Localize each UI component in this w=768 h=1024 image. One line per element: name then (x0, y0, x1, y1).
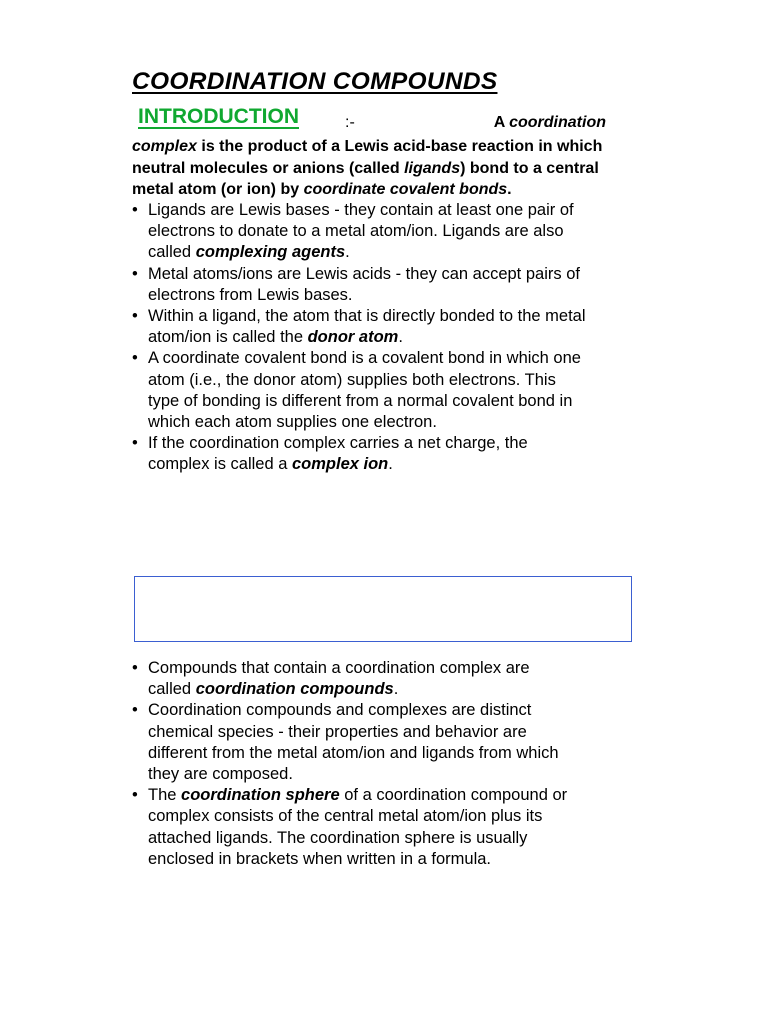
text-segment: electrons from Lewis bases. (148, 285, 353, 304)
text-segment: Within a ligand, the atom that is directly bonded to the metal (148, 307, 586, 326)
introduction-separator: :- (345, 114, 355, 131)
text-segment: type of bonding is different from a normal covalent bond in (148, 391, 573, 410)
emphasized-term: complexing agents (195, 243, 346, 262)
bullet-icon: • (132, 659, 138, 677)
bullet-list-definitions (132, 200, 642, 476)
emphasized-term: coordination sphere (181, 786, 340, 805)
text-segment: The (148, 786, 182, 805)
text-line (132, 158, 612, 180)
text-segment: complex is called a (148, 455, 292, 474)
text-segment: attached ligands. The coordination sphere is usually (148, 828, 528, 847)
text-segment: electrons to donate to a metal atom/ion. Ligands are also (148, 222, 564, 241)
list-item (132, 306, 642, 348)
text-line (148, 306, 642, 327)
empty-figure-box (134, 576, 632, 642)
text-segment: is the product of a Lewis acid-base reaction in which (196, 138, 603, 155)
emphasized-term: complex ion (291, 455, 389, 474)
introduction-paragraph (132, 106, 612, 201)
text-segment: metal atom (or ion) by (132, 181, 304, 198)
bullet-list-compounds (132, 658, 642, 870)
bullet-icon: • (132, 786, 138, 805)
text-line (148, 743, 642, 764)
text-line (148, 285, 642, 306)
text-line (132, 136, 612, 158)
text-segment: Coordination compounds and complexes are distinct (148, 701, 532, 720)
bullet-icon: • (132, 349, 138, 368)
list-item (132, 700, 642, 785)
introduction-heading: INTRODUCTION (138, 105, 299, 128)
text-segment: . (507, 181, 512, 198)
list-item (132, 433, 642, 475)
emphasized-term: coordinate covalent bonds (303, 181, 508, 198)
document-title: COORDINATION COMPOUNDS (132, 68, 498, 95)
text-segment: Compounds that contain a coordination complex are (148, 659, 530, 677)
text-segment: atom (i.e., the donor atom) supplies both electrons. This (148, 370, 556, 389)
bullet-icon: • (132, 307, 138, 326)
text-segment: called (148, 243, 196, 262)
text-line (148, 200, 642, 221)
text-line (148, 806, 642, 827)
text-line (148, 828, 642, 849)
bullet-icon: • (132, 201, 138, 219)
list-item (132, 785, 642, 870)
list-item (132, 264, 642, 306)
text-line (132, 179, 612, 201)
text-line (148, 348, 642, 369)
text-line (148, 722, 642, 743)
text-segment: . (398, 328, 403, 347)
text-line (148, 264, 642, 285)
emphasized-term: complex (132, 138, 197, 155)
text-line (148, 700, 642, 721)
text-line (148, 221, 642, 242)
emphasized-term: coordination compounds (195, 680, 394, 699)
text-segment: Ligands are Lewis bases - they contain at least one pair of (148, 201, 574, 219)
text-line (148, 391, 642, 412)
text-segment: called (148, 680, 196, 699)
text-segment: they are composed. (148, 765, 293, 784)
text-segment: chemical species - their properties and behavior are (148, 722, 527, 741)
text-segment: enclosed in brackets when written in a formula. (148, 849, 492, 868)
text-segment: of a coordination compound or (339, 786, 568, 805)
introduction-lead (494, 112, 606, 134)
text-segment: . (345, 243, 350, 262)
text-segment: which each atom supplies one electron. (148, 413, 437, 432)
text-line (148, 764, 642, 785)
emphasized-term: donor atom (307, 328, 399, 347)
text-line (148, 785, 642, 806)
text-line (148, 327, 642, 348)
bullet-icon: • (132, 701, 138, 720)
text-line (148, 433, 642, 454)
text-line (148, 454, 642, 475)
introduction-body (132, 136, 612, 201)
text-segment: If the coordination complex carries a net charge, the (148, 434, 528, 453)
list-item (132, 658, 642, 700)
text-segment: different from the metal atom/ion and ligands from which (148, 743, 559, 762)
emphasized-term: ligands (404, 159, 461, 177)
list-item (132, 348, 642, 433)
text-line (148, 679, 642, 700)
introduction-first-line (132, 106, 612, 136)
text-segment: atom/ion is called the (148, 328, 308, 347)
bullet-icon: • (132, 264, 138, 283)
text-line (148, 849, 642, 870)
text-line (148, 370, 642, 391)
text-segment: Metal atoms/ions are Lewis acids - they can accept pairs of (148, 264, 580, 283)
text-segment: A coordinate covalent bond is a covalent bond in which one (148, 349, 581, 368)
text-segment: ) bond to a central (460, 159, 599, 177)
list-item (132, 200, 642, 264)
introduction-lead-term: coordination (509, 114, 606, 131)
text-segment: . (393, 680, 399, 699)
text-line (148, 242, 642, 263)
text-segment: neutral molecules or anions (called (132, 159, 405, 177)
bullet-icon: • (132, 434, 138, 453)
text-line (148, 658, 642, 679)
text-line (148, 412, 642, 433)
introduction-lead-word: A (493, 114, 505, 131)
text-segment: complex consists of the central metal atom/ion plus its (148, 807, 543, 826)
text-segment: . (388, 455, 393, 474)
